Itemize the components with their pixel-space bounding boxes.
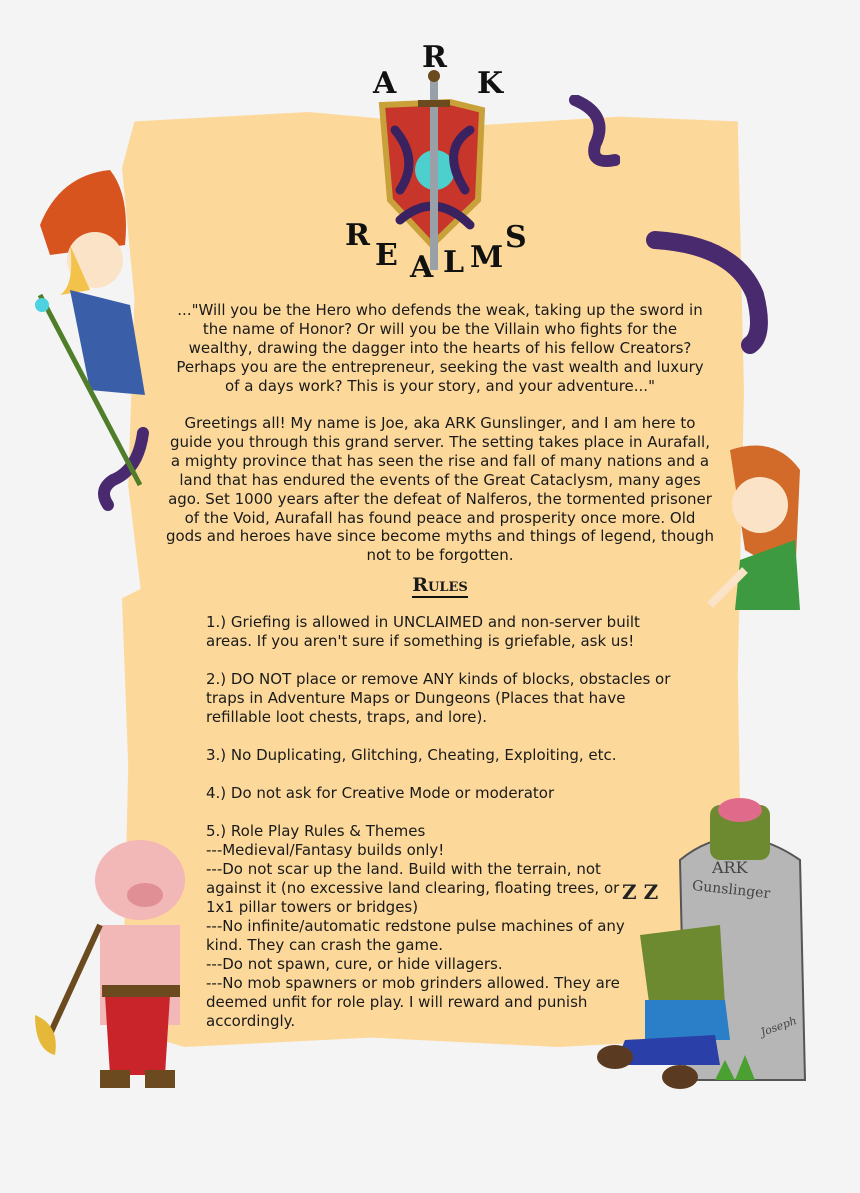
logo-letter: A (373, 66, 397, 101)
intro-line: wealthy, drawing the dagger into the hearts of his fellow Creators? (188, 338, 692, 357)
greeting-line: ago. Set 1000 years after the defeat of Nalferos, the tormented prisoner (168, 489, 712, 508)
greeting-paragraph (160, 414, 720, 565)
greeting-line: guide you through this grand server. The setting takes place in Aurafall, (170, 432, 710, 451)
intro-line: ..."Will you be the Hero who defends the weak, taking up the sword in (177, 301, 703, 319)
tentacle-illustration (560, 95, 620, 175)
rule-line (206, 651, 670, 670)
logo-letter: A (410, 250, 434, 285)
rules-heading-text: Rules (412, 574, 468, 596)
intro-line: Perhaps you are the entrepreneur, seeking the vast wealth and luxury (176, 357, 704, 376)
rule-line: ---Do not spawn, cure, or hide villagers. (206, 955, 503, 973)
tombstone-line-2: Gunslinger (691, 877, 771, 903)
rules-list (206, 613, 670, 1031)
rule-line (206, 765, 670, 784)
rule-line: ---No mob spawners or mob grinders allowed. They are (206, 974, 620, 992)
intro-quote (160, 301, 720, 396)
rule-line: traps in Adventure Maps or Dungeons (Places that have (206, 689, 626, 707)
logo-letter: M (470, 240, 504, 275)
greeting-line: land that has endured the events of the Great Cataclysm, many ages (179, 470, 701, 489)
logo-letter: K (477, 66, 504, 101)
rule-line: ---Medieval/Fantasy builds only! (206, 841, 445, 859)
artist-signature: Joseph (758, 1014, 799, 1039)
rule-line: deemed unfit for role play. I will reward and punish (206, 993, 588, 1011)
rule-line: accordingly. (206, 1012, 296, 1030)
rules-heading (0, 574, 860, 596)
logo-letter: E (375, 238, 398, 273)
greeting-line: gods and heroes have since become myths and things of legend, though (165, 527, 715, 546)
greeting-line: a mighty province that has seen the rise and fall of many nations and a (170, 451, 710, 470)
intro-line: of a days work? This is your story, and your adventure..." (225, 376, 655, 395)
logo-letter: L (443, 245, 465, 280)
rule-line: 5.) Role Play Rules & Themes (206, 822, 426, 840)
rule-line: 1x1 pillar towers or bridges) (206, 898, 419, 916)
rule-line: 4.) Do not ask for Creative Mode or moderator (206, 784, 555, 802)
wizard-character-illustration (30, 165, 160, 495)
pig-warrior-illustration (30, 825, 210, 1100)
rule-line: areas. If you aren't sure if something is griefable, ask us! (206, 632, 635, 650)
tombstone-line-1: ARK (712, 858, 748, 877)
logo-letter: S (505, 220, 527, 255)
greeting-line: not to be forgotten. (366, 546, 514, 565)
rule-line: ---Do not scar up the land. Build with the terrain, not (206, 860, 601, 878)
intro-line: the name of Honor? Or will you be the Villain who fights for the (202, 319, 678, 338)
sleep-z-text: Z Z (622, 880, 659, 904)
greeting-line: Greetings all! My name is Joe, aka ARK Gunslinger, and I am here to (184, 414, 696, 432)
rule-line: 2.) DO NOT place or remove ANY kinds of blocks, obstacles or (206, 670, 671, 688)
rule-line: refillable loot chests, traps, and lore). (206, 708, 488, 726)
greeting-line: of the Void, Aurafall has found peace and prosperity once more. Old (184, 508, 696, 527)
logo-letter: R (345, 218, 370, 253)
logo-letter: R (422, 40, 447, 75)
rule-line: 1.) Griefing is allowed in UNCLAIMED and non-server built (206, 613, 640, 631)
ark-realms-logo (340, 40, 530, 285)
rule-line (206, 727, 670, 746)
rule-line: 3.) No Duplicating, Glitching, Cheating, Exploiting, etc. (206, 746, 617, 764)
rule-line: ---No infinite/automatic redstone pulse machines of any (206, 917, 625, 935)
rule-line: kind. They can crash the game. (206, 936, 444, 954)
rule-line: against it (no excessive land clearing, floating trees, or (206, 879, 620, 897)
rule-line (206, 803, 670, 822)
